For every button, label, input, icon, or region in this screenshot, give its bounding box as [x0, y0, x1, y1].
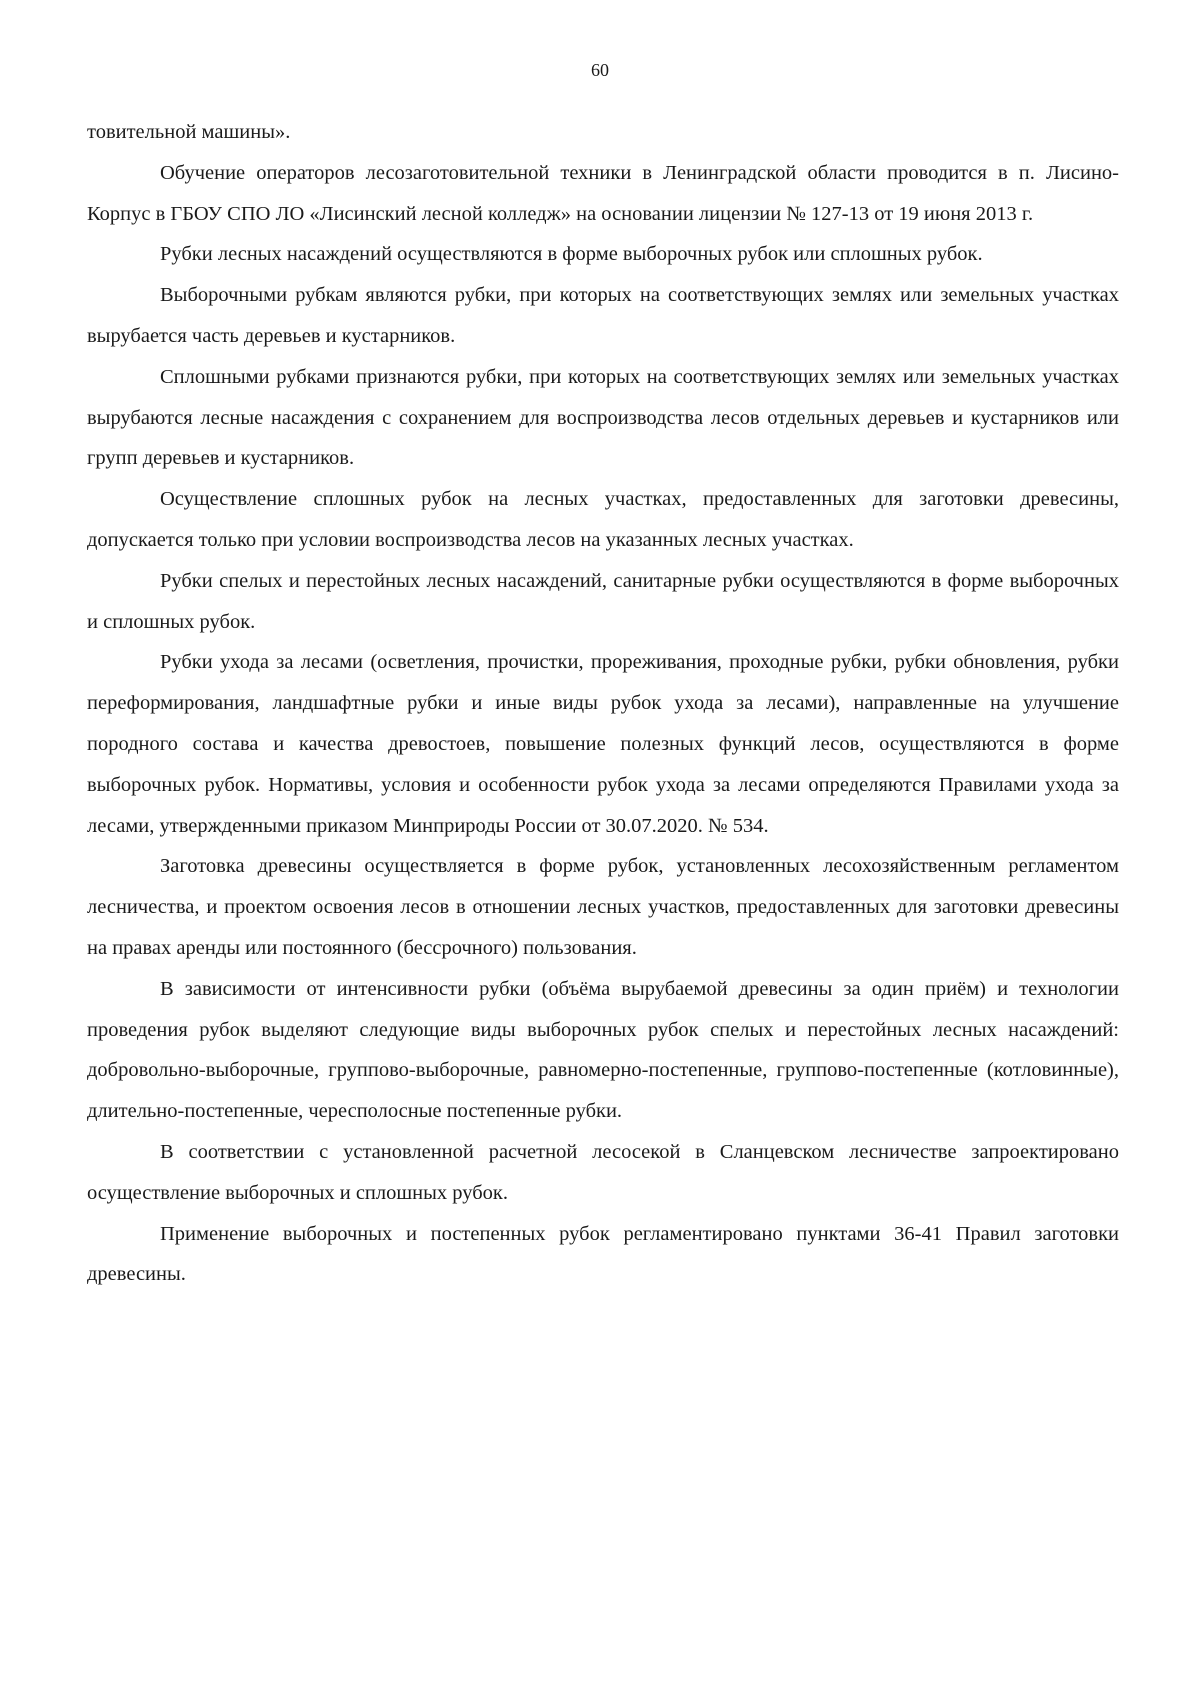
paragraph-operator-training: Обучение операторов лесозаготовительной техники в Ленинградской области проводится в п. Лисино-Корпус в ГБОУ СПО ЛО «Лисинский лесной колледж» на основании лицензии № 127-13 от 19 июня 2013 г. [87, 161, 1119, 225]
paragraph-timber-harvesting: Заготовка древесины осуществляется в форме рубок, установленных лесохозяйственным регламентом лесничества, и проектом освоения лесов в отношении лесных участков, предоставленных для заготовки древесины на правах аренды или постоянного (бессрочного) пользования. [87, 855, 1119, 959]
paragraph-slantsy-forestry: В соответствии с установленной расчетной лесосекой в Сланцевском лесничестве запроектировано осуществление выборочных и сплошных рубок. [87, 1140, 1119, 1204]
paragraph-forest-care: Рубки ухода за лесами (осветления, прочистки, прореживания, проходные рубки, рубки обновления, рубки переформирования, ландшафтные рубки и иные виды рубок ухода за лесами), направленные на улучшение породного состава и качества древостоев, повышение полезных функций лесов, осуществляются в форме выборочных рубок. Нормативы, условия и особенности рубок ухода за лесами определяются Правилами ухода за лесами, утвержденными приказом Минприроды России от 30.07.2020. № 534. [87, 651, 1119, 837]
document-body [87, 112, 1119, 1295]
page-number: 60 [591, 60, 609, 80]
paragraph-clear-felling-conditions: Осуществление сплошных рубок на лесных участках, предоставленных для заготовки древесины, допускается только при условии воспроизводства лесов на указанных лесных участках. [87, 488, 1119, 551]
paragraph-felling-types: В зависимости от интенсивности рубки (объёма вырубаемой древесины за один приём) и технологии проведения рубок выделяют следующие виды выборочных рубок спелых и перестойных лесных насаждений: добровольно-выборочные, группово-выборочные, равномерно-постепенные, группово-постепенные (котловинные), длительно-постепенные, чересполосные постепенные рубки. [87, 977, 1119, 1123]
paragraph-clear-felling: Сплошными рубками признаются рубки, при которых на соответствующих землях или земельных участках вырубаются лесные насаждения с сохранением для воспроизводства лесов отдельных деревьев и кустарников или групп деревьев и кустарников. [87, 365, 1119, 470]
paragraph-regulation: Применение выборочных и постепенных рубок регламентировано пунктами 36-41 Правил заготовки древесины. [87, 1222, 1119, 1286]
paragraph-continuation: товительной машины». [87, 121, 291, 143]
paragraph-felling-forms: Рубки лесных насаждений осуществляются в форме выборочных рубок или сплошных рубок. [160, 243, 983, 266]
paragraph-selective-felling: Выборочными рубкам являются рубки, при которых на соответствующих землях или земельных участках вырубается часть деревьев и кустарников. [87, 284, 1119, 347]
paragraph-mature-stands: Рубки спелых и перестойных лесных насаждений, санитарные рубки осуществляются в форме выборочных и сплошных рубок. [87, 569, 1119, 633]
